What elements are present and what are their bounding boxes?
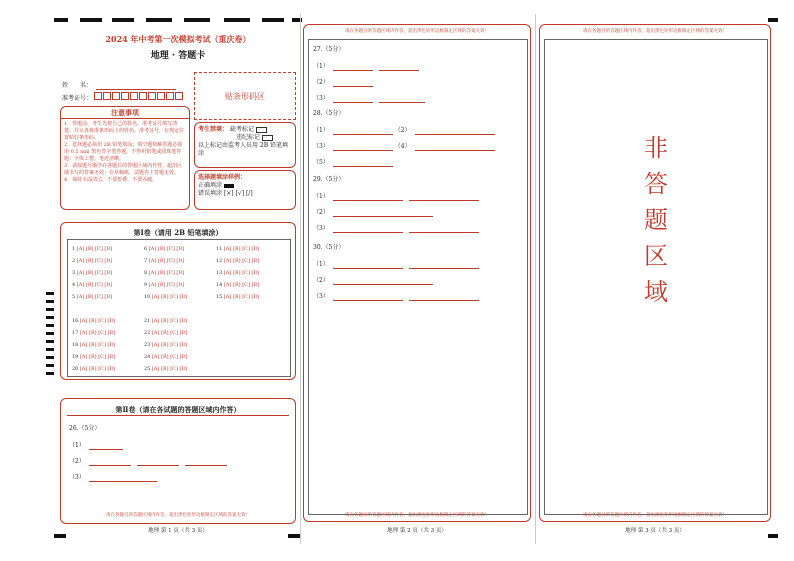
- question-number: 25: [144, 366, 152, 372]
- answer-row-12[interactable]: [216, 258, 259, 264]
- answer-row-20[interactable]: [72, 366, 115, 372]
- answer-row-22[interactable]: [144, 330, 187, 336]
- answer-row-1[interactable]: [72, 246, 112, 252]
- bubble-area: [67, 239, 291, 377]
- q30-sub1[interactable]: （1）: [313, 260, 479, 269]
- question-number: 16: [72, 318, 80, 324]
- question-number: 7: [144, 258, 149, 264]
- question-number: 3: [72, 270, 77, 276]
- question-number: 11: [216, 246, 224, 252]
- page2-frame: [303, 24, 531, 522]
- answer-bubbles[interactable]: [A] [B] [C] [D]: [148, 246, 185, 252]
- notice-box: [60, 106, 190, 210]
- question-number: 18: [72, 342, 80, 348]
- notice-title: 注意事项: [61, 107, 189, 119]
- answer-row-8[interactable]: [144, 270, 184, 276]
- q26-number: 26.（5分）: [69, 425, 101, 432]
- footer-page1: 地理 第 1 页（共 3 页）: [148, 528, 208, 534]
- q29-sub2[interactable]: （2）: [313, 208, 433, 217]
- fill-sample-box: 选择题填涂样例： 正确填涂 错误填涂 [×] [√] [/]: [194, 170, 296, 210]
- warning-text-top: 请在各题目的答题区域内作答，超出黑色矩形边框限定区域的答案无效！: [345, 29, 489, 34]
- non-answer-area: 非 答 题 区 域: [644, 134, 668, 306]
- answer-bubbles[interactable]: [A] [B] [C] [D]: [151, 366, 188, 372]
- q28-sub5[interactable]: （5）: [313, 158, 393, 167]
- answer-bubbles[interactable]: [A] [B] [C] [D]: [151, 330, 188, 336]
- answer-row-15[interactable]: [216, 294, 259, 300]
- answer-row-5[interactable]: [72, 294, 112, 300]
- exam-status-box: 考生禁填： 缺考标记 违纪标记 以上标记由监考人员用 2B 铅笔填涂: [194, 122, 296, 168]
- q28-number: 28.（5分）: [313, 110, 345, 117]
- name-field[interactable]: 姓 名：: [62, 81, 176, 90]
- answer-row-24[interactable]: [144, 354, 187, 360]
- answer-bubbles[interactable]: [A] [B] [C] [D]: [148, 270, 185, 276]
- answer-bubbles[interactable]: [A] [B] [C] [D]: [79, 354, 116, 360]
- answer-bubbles[interactable]: [A] [B] [C] [D]: [76, 246, 113, 252]
- question-number: 21: [144, 318, 152, 324]
- answer-bubbles[interactable]: [A] [B] [C] [D]: [76, 258, 113, 264]
- answer-bubbles[interactable]: [A] [B] [C] [D]: [223, 270, 260, 276]
- q28-sub3[interactable]: （3） （4）: [313, 142, 495, 151]
- answer-row-14[interactable]: [216, 282, 259, 288]
- answer-bubbles[interactable]: [A] [B] [C] [D]: [148, 258, 185, 264]
- q27-sub3[interactable]: （3）: [313, 94, 425, 103]
- warning-text-bottom: 请在各题目的答题区域内作答，超出黑色矩形边框限定区域的答案无效！: [345, 513, 489, 518]
- answer-row-2[interactable]: [72, 258, 112, 264]
- answer-bubbles[interactable]: [A] [B] [C] [D]: [76, 294, 113, 300]
- barcode-area: 贴条形码区: [194, 72, 296, 120]
- question-number: 20: [72, 366, 80, 372]
- q30-sub2[interactable]: （2）: [313, 276, 433, 285]
- warning-text-top: 请在各题目的答题区域内作答，超出黑色矩形边框限定区域的答案无效！: [583, 29, 727, 34]
- answer-row-23[interactable]: [144, 342, 187, 348]
- question-number: 10: [144, 294, 152, 300]
- question-number: 15: [216, 294, 224, 300]
- answer-bubbles[interactable]: [A] [B] [C] [D]: [151, 294, 188, 300]
- question-number: 4: [72, 282, 77, 288]
- question-number: 19: [72, 354, 80, 360]
- question-number: 8: [144, 270, 149, 276]
- q27-number: 27.（5分）: [313, 46, 345, 53]
- q30-sub3[interactable]: （3）: [313, 292, 479, 301]
- answer-bubbles[interactable]: [A] [B] [C] [D]: [223, 258, 260, 264]
- answer-bubbles[interactable]: [A] [B] [C] [D]: [151, 342, 188, 348]
- question-number: 17: [72, 330, 80, 336]
- question-number: 22: [144, 330, 152, 336]
- page3-frame: [539, 24, 771, 522]
- question-number: 24: [144, 354, 152, 360]
- answer-bubbles[interactable]: [A] [B] [C] [D]: [79, 318, 116, 324]
- q29-sub3[interactable]: （3）: [313, 224, 479, 233]
- q30-number: 30.（5分）: [313, 244, 345, 251]
- answer-bubbles[interactable]: [A] [B] [C] [D]: [79, 342, 116, 348]
- footer-page3: 地理 第 3 页（共 3 页）: [625, 528, 685, 534]
- question-number: 23: [144, 342, 152, 348]
- question-number: 5: [72, 294, 77, 300]
- correct-fill-mark: [224, 184, 234, 188]
- question-number: 2: [72, 258, 77, 264]
- answer-bubbles[interactable]: [A] [B] [C] [D]: [76, 270, 113, 276]
- q26-sub3[interactable]: （3）: [69, 473, 157, 482]
- answer-bubbles[interactable]: [A] [B] [C] [D]: [223, 282, 260, 288]
- answer-row-10[interactable]: [144, 294, 187, 300]
- footer-page2: 地理 第 2 页（共 3 页）: [387, 528, 447, 534]
- page-title: 2024 年中考第一次模拟考试（重庆卷）: [105, 34, 251, 44]
- warning-text-bottom: 请在各题目的答题区域内作答，超出黑色矩形边框限定区域的答案无效！: [583, 513, 727, 518]
- absent-checkbox[interactable]: [256, 127, 267, 133]
- answer-row-6[interactable]: [144, 246, 184, 252]
- answer-row-21[interactable]: [144, 318, 187, 324]
- q29-number: 29.（5分）: [313, 176, 345, 183]
- question-number: 9: [144, 282, 149, 288]
- q27-sub1[interactable]: （1）: [313, 62, 419, 71]
- question-number: 1: [72, 246, 77, 252]
- exam-id-field[interactable]: 准考证号：: [62, 92, 184, 103]
- answer-bubbles[interactable]: [A] [B] [C] [D]: [148, 282, 185, 288]
- answer-row-4[interactable]: [72, 282, 112, 288]
- answer-row-19[interactable]: [72, 354, 115, 360]
- part2-section: [60, 398, 296, 524]
- question-number: 12: [216, 258, 224, 264]
- answer-row-7[interactable]: [144, 258, 184, 264]
- answer-bubbles[interactable]: [A] [B] [C] [D]: [151, 318, 188, 324]
- answer-row-11[interactable]: [216, 246, 259, 252]
- notice-item: 4．保持卡面清洁，不要折叠、不要弄破。: [64, 177, 158, 183]
- q29-sub1[interactable]: （1）: [313, 192, 479, 201]
- answer-bubbles[interactable]: [A] [B] [C] [D]: [76, 282, 113, 288]
- notice-item: 3．请按题号顺序在各题目的答题区域内作答，超出区域书写的答案无效；在草稿纸、试题卷上答题无效。: [64, 163, 183, 176]
- question-number: 13: [216, 270, 224, 276]
- answer-row-25[interactable]: [144, 366, 187, 372]
- part1-section: [60, 222, 296, 380]
- answer-row-16[interactable]: [72, 318, 115, 324]
- notice-item: 1．答题前，考生先将自己的姓名，准考证号填写清楚，并认真核准条形码上的姓名、准考证号，在规定位置贴好条形码。: [64, 121, 185, 141]
- answer-row-3[interactable]: [72, 270, 112, 276]
- warning-text: 请在各题目的答题区域内作答，超出黑色矩形边框限定区域的答案无效！: [106, 513, 250, 518]
- q26-sub1[interactable]: （1）: [69, 441, 123, 450]
- violation-checkbox[interactable]: [262, 135, 273, 141]
- notice-item: 2．选择题必须用 2B 铅笔填涂；填空题和解答题必须用 0.5 mm 黑色签字笔答题，不得用铅笔或圆珠笔答题；字体工整、笔迹清晰。: [64, 142, 183, 162]
- answer-row-9[interactable]: [144, 282, 184, 288]
- answer-row-17[interactable]: [72, 330, 115, 336]
- question-number: 14: [216, 282, 224, 288]
- answer-bubbles[interactable]: [A] [B] [C] [D]: [151, 354, 188, 360]
- part2-title: 第Ⅱ卷（请在各试题的答题区域内作答）: [115, 405, 241, 414]
- answer-row-18[interactable]: [72, 342, 115, 348]
- part1-title: 第Ⅰ卷（请用 2B 铅笔填涂）: [133, 228, 223, 237]
- page-subtitle: 地理 · 答题卡: [150, 51, 206, 61]
- q28-sub1[interactable]: （1） （2）: [313, 126, 495, 135]
- question-number: 6: [144, 246, 149, 252]
- q26-sub2[interactable]: （2）: [69, 457, 227, 466]
- answer-bubbles[interactable]: [A] [B] [C] [D]: [79, 366, 116, 372]
- answer-row-13[interactable]: [216, 270, 259, 276]
- q27-sub2[interactable]: （2）: [313, 78, 373, 87]
- answer-bubbles[interactable]: [A] [B] [C] [D]: [223, 294, 260, 300]
- answer-bubbles[interactable]: [A] [B] [C] [D]: [79, 330, 116, 336]
- answer-bubbles[interactable]: [A] [B] [C] [D]: [223, 246, 260, 252]
